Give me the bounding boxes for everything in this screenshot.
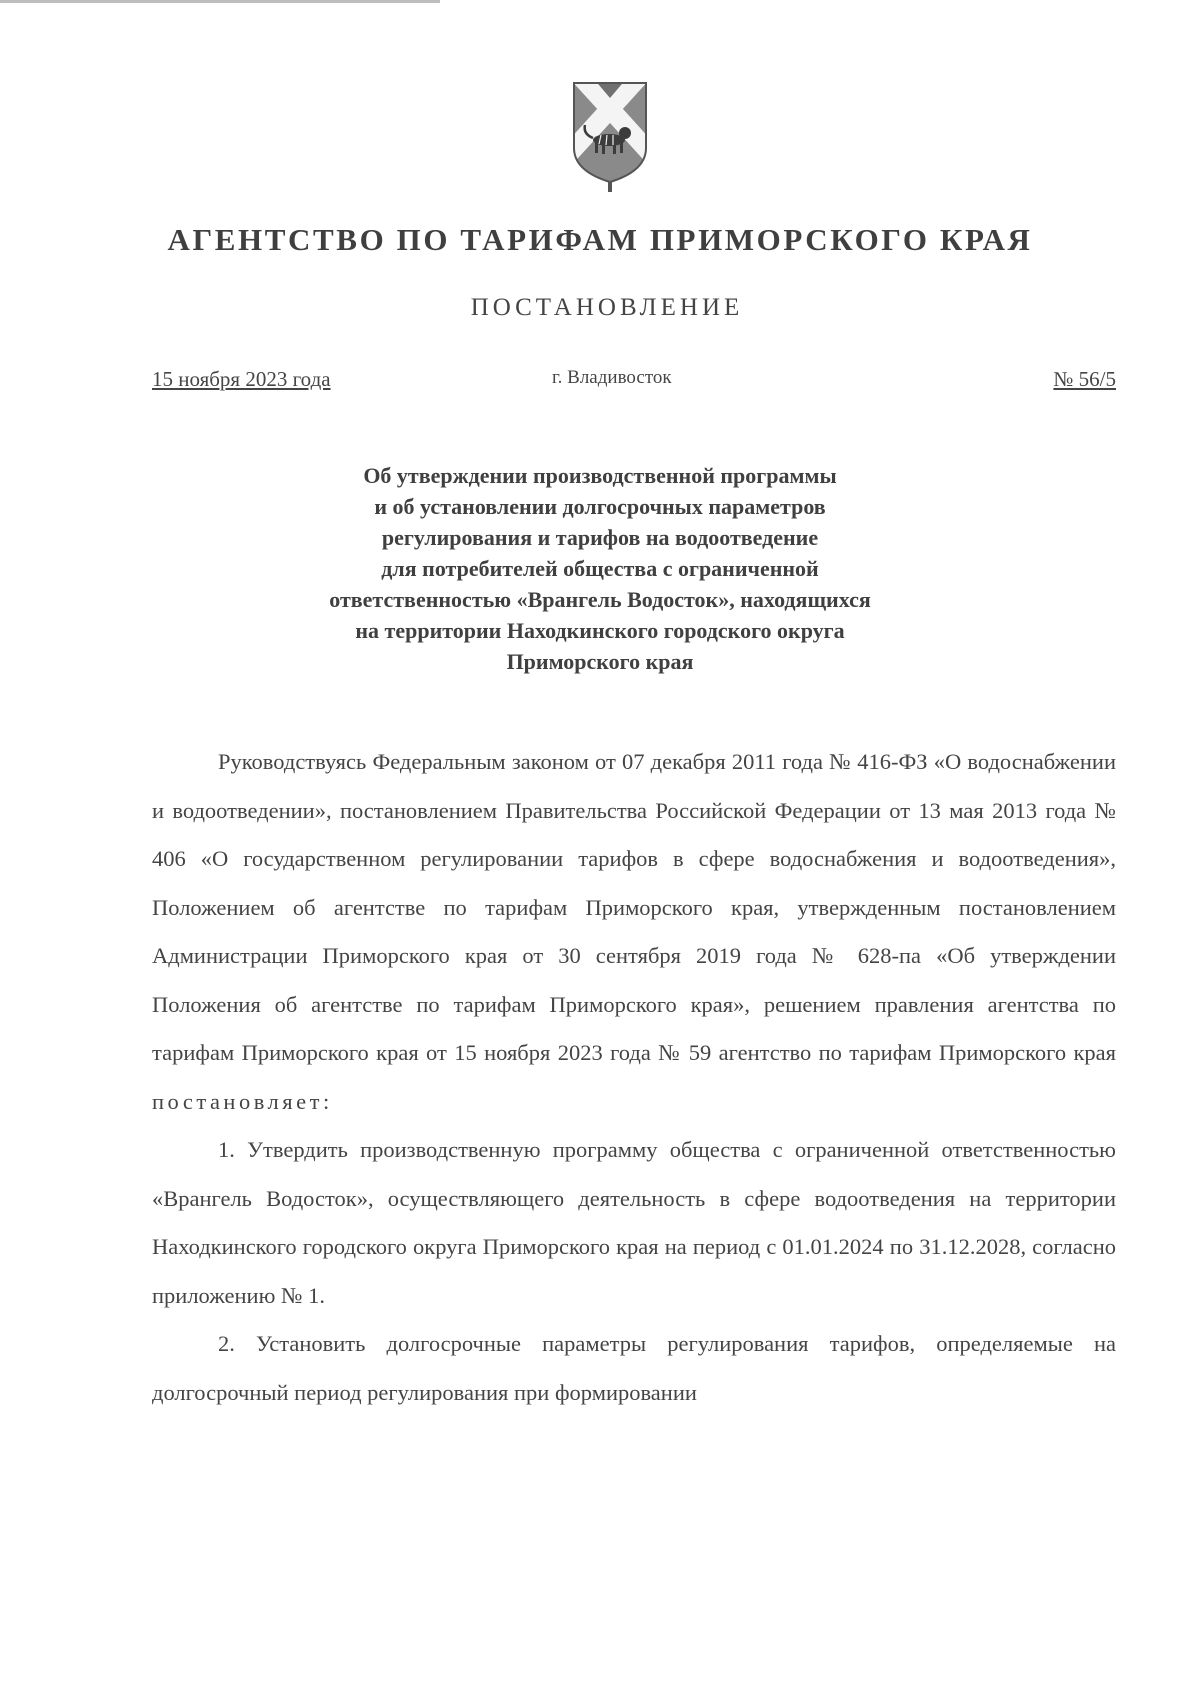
document-subject (0, 460, 1200, 677)
coat-of-arms-icon (569, 78, 651, 196)
subject-line: Приморского края (506, 649, 694, 674)
item-1-paragraph: 1. Утвердить производственную программу общества с ограниченной ответственностью «Врангель Водосток», осуществляющего деятельность в сфере водоотведения на территории Находкинского городского округа Приморского края на период с 01.01.2024 по 31.12.2028, согласно приложению № 1. (152, 1137, 1116, 1308)
preamble-paragraph (152, 738, 1116, 1126)
scan-edge (0, 0, 440, 3)
preamble-text: Руководствуясь Федеральным законом от 07 декабря 2011 года № 416-ФЗ «О водоснабжении и водоотведении», постановлением Правительства Российской Федерации от 13 мая 2013 года № 406 «О государственном регулировании тарифов в сфере водоснабжения и водоотведения», Положением об агентстве по тарифам Приморского края, утвержденным постановлением Администрации Приморского края от 30 сентября 2019 года № 628-па «Об утверждении Положения об агентстве по тарифам Приморского края», решением правления агентства по тарифам Приморского края от 15 ноября 2023 года № 59 агентство по тарифам Приморского края (152, 749, 1116, 1065)
item-2-paragraph: 2. Установить долгосрочные параметры регулирования тарифов, определяемые на долгосрочный период регулирования при формировании (152, 1331, 1116, 1405)
subject-line: регулирования и тарифов на водоотведение (381, 525, 819, 550)
subject-line: Об утверждении производственной программы (363, 463, 837, 488)
document-date: 15 ноября 2023 года (152, 367, 331, 391)
subject-line: для потребителей общества с ограниченной (381, 556, 819, 581)
document-number: № 56/5 (1053, 367, 1116, 391)
subject-line: на территории Находкинского городского округа (355, 618, 845, 643)
resolves-word: постановляет: (152, 1088, 333, 1114)
document-city: г. Владивосток (552, 367, 672, 388)
document-body (152, 738, 1116, 1417)
document-type: ПОСТАНОВЛЕНИЕ (470, 294, 744, 321)
document-meta-row (152, 367, 1116, 399)
subject-line: и об установлении долгосрочных параметров (374, 494, 826, 519)
subject-line: ответственностью «Врангель Водосток», находящихся (329, 587, 871, 612)
agency-name: АГЕНТСТВО ПО ТАРИФАМ ПРИМОРСКОГО КРАЯ (167, 222, 1033, 257)
